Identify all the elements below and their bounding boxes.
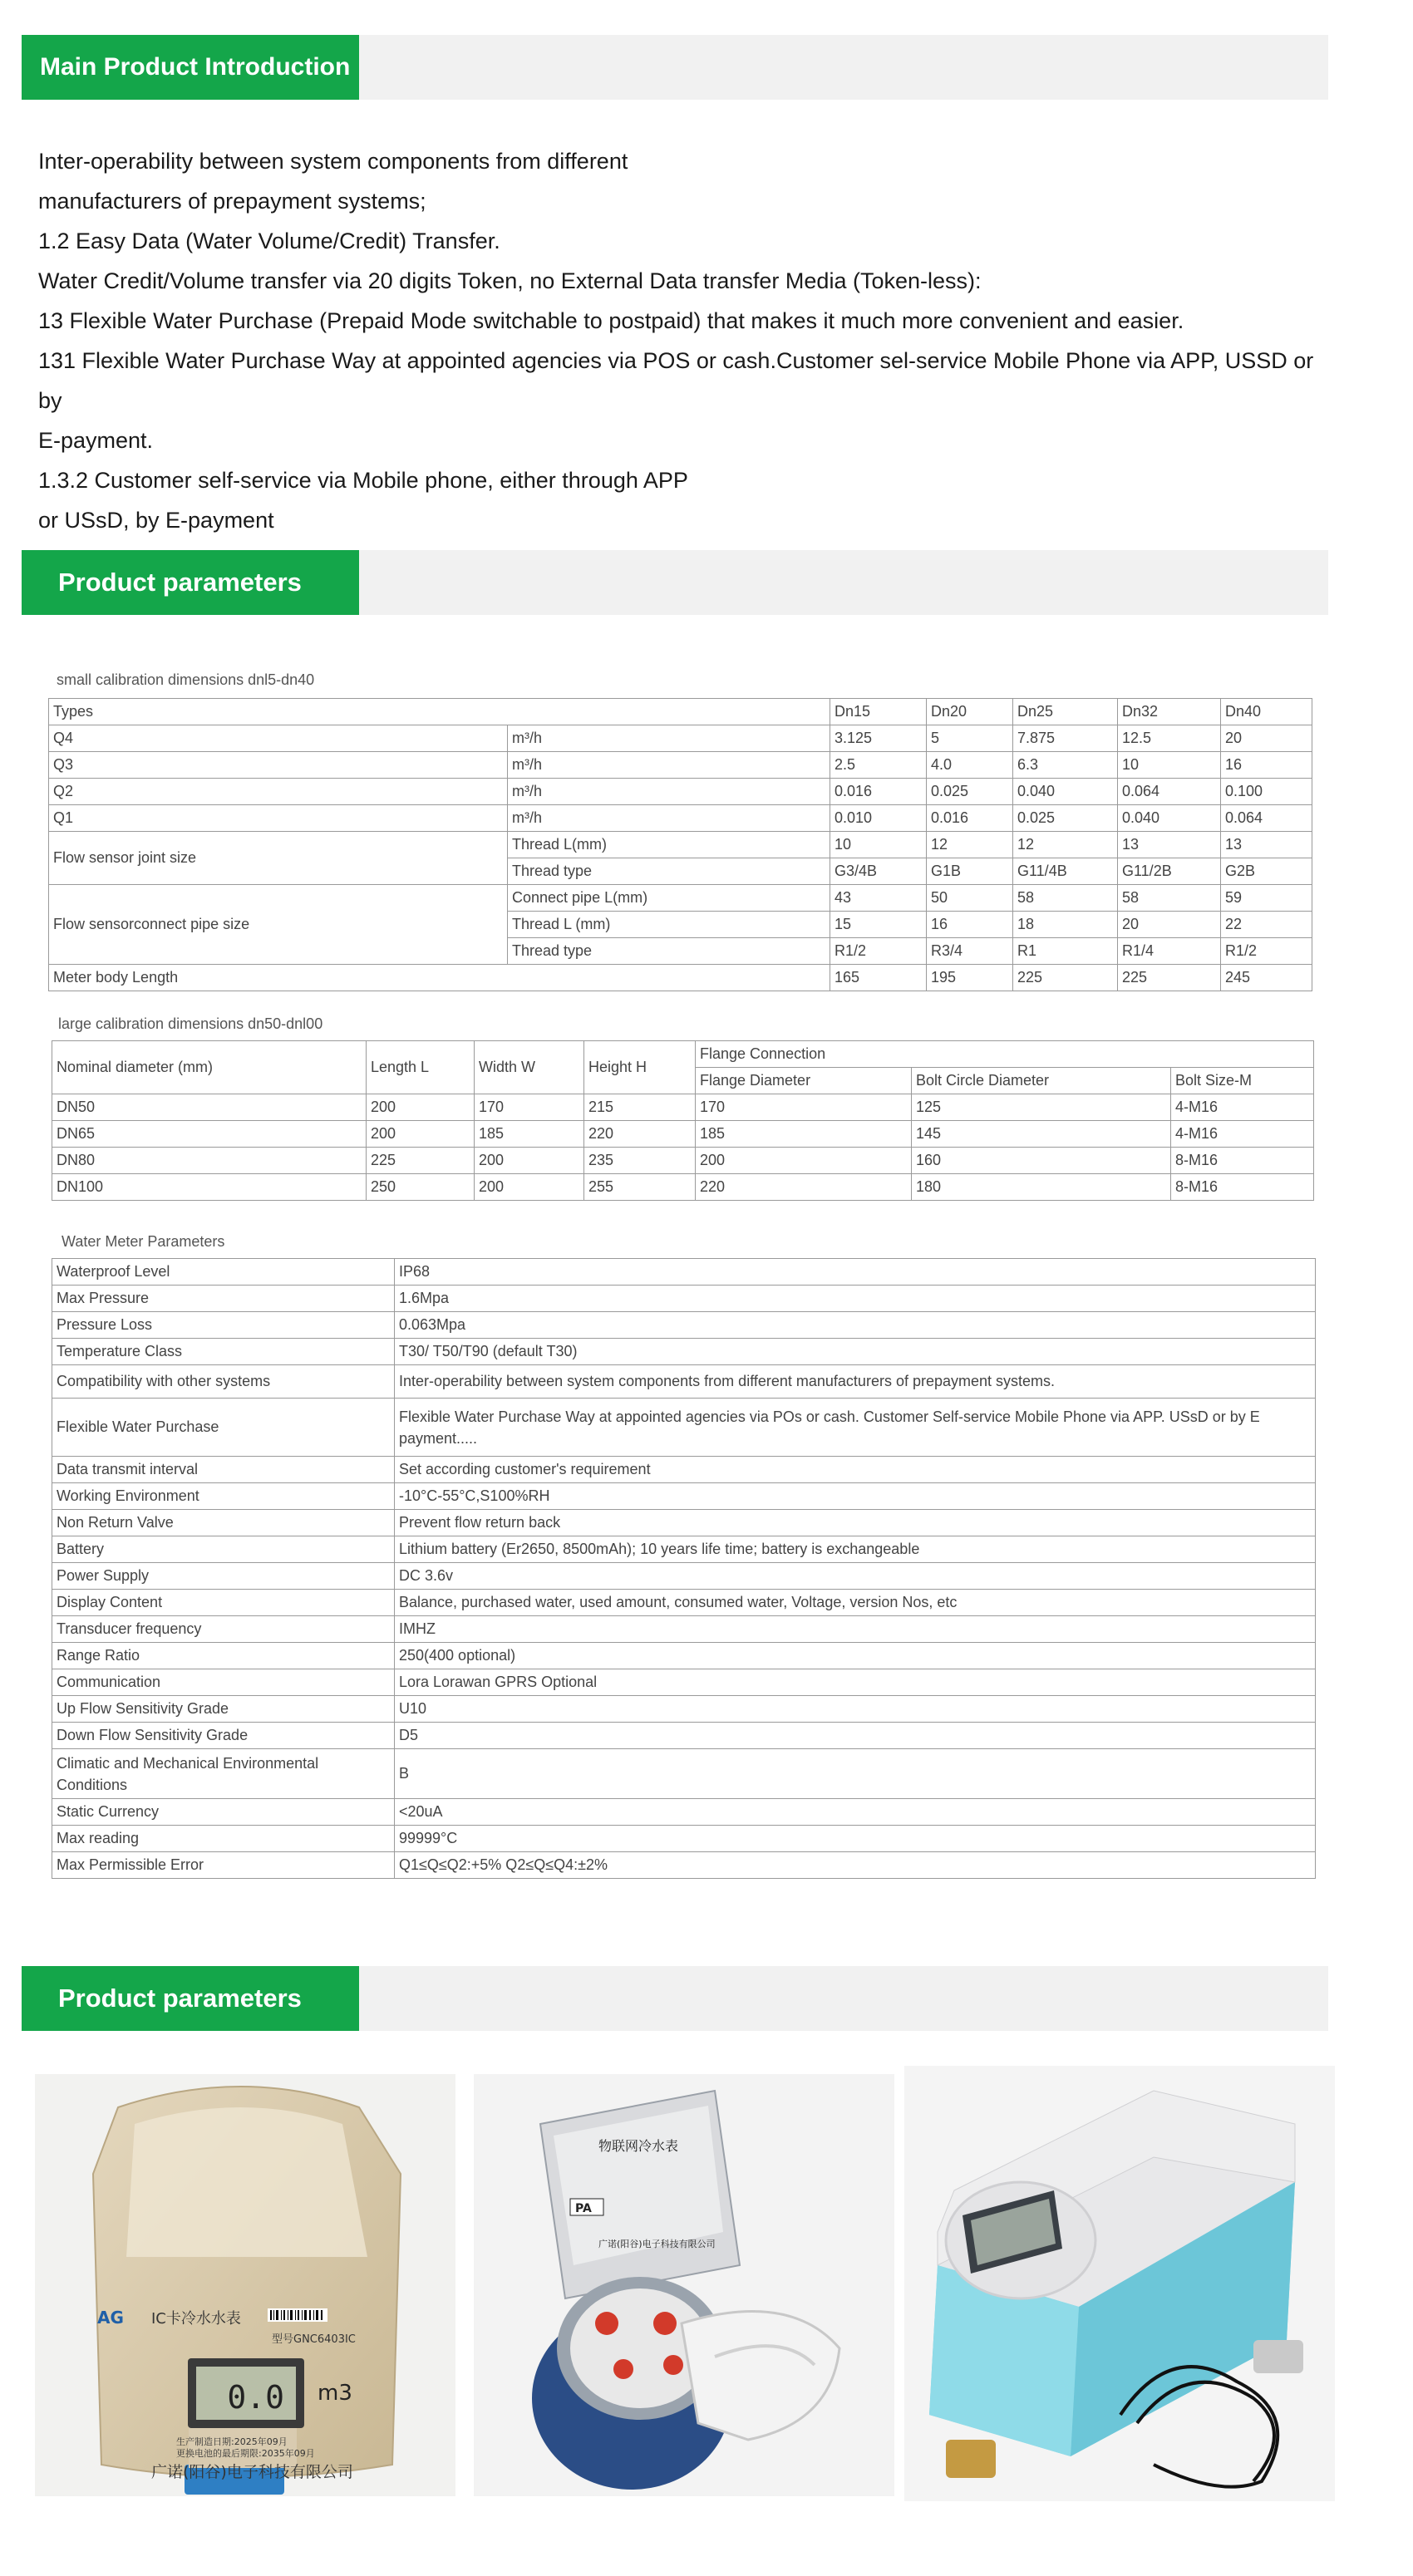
table-row xyxy=(49,832,1312,858)
intro-line: 131 Flexible Water Purchase Way at appointed agencies via POS or cash.Customer sel-service Mobile Phone via APP, USSD or by xyxy=(38,348,1314,413)
param-value: -10°C-55°C,S100%RH xyxy=(395,1483,1316,1510)
meter-date-2: 更换电池的最后期限:2035年09月 xyxy=(176,2448,315,2459)
large-calibration-table xyxy=(52,1040,1314,1201)
param-value: T30/ T50/T90 (default T30) xyxy=(395,1339,1316,1365)
table-cell: 3.125 xyxy=(830,725,927,752)
param-name: Pressure Loss xyxy=(52,1312,395,1339)
meter-params-caption: Water Meter Parameters xyxy=(62,1233,225,1250)
table-cell: 0.016 xyxy=(830,779,927,805)
table-row xyxy=(52,1826,1316,1852)
table-row xyxy=(52,1286,1316,1312)
param-name: Max Pressure xyxy=(52,1286,395,1312)
table-cell: R1/4 xyxy=(1118,938,1221,965)
table-cell: 2.5 xyxy=(830,752,927,779)
table-row xyxy=(52,1510,1316,1536)
param-value: U10 xyxy=(395,1696,1316,1723)
ic-card-meter-photo xyxy=(35,2074,455,2496)
meter-title-text: IC卡冷水水表 xyxy=(151,2310,241,2328)
param-value: B xyxy=(395,1749,1316,1799)
table-cell: G2B xyxy=(1221,858,1312,885)
table-row xyxy=(49,779,1312,805)
table-cell: 185 xyxy=(696,1121,912,1148)
table-cell: 6.3 xyxy=(1013,752,1118,779)
param-value: 0.063Mpa xyxy=(395,1312,1316,1339)
sub-label: Thread L(mm) xyxy=(508,832,830,858)
water-meter-parameters-table xyxy=(52,1258,1316,1879)
param-name: Static Currency xyxy=(52,1799,395,1826)
param-value: Set according customer's requirement xyxy=(395,1457,1316,1483)
table-cell: 170 xyxy=(696,1094,912,1121)
types-label: Types xyxy=(49,699,830,725)
table-cell: DN50 xyxy=(52,1094,367,1121)
table-row xyxy=(52,1339,1316,1365)
param-name: Climatic and Mechanical Environmental Conditions xyxy=(52,1749,395,1799)
table-cell: 0.040 xyxy=(1118,805,1221,832)
table-cell: 220 xyxy=(584,1121,696,1148)
param-name: Power Supply xyxy=(52,1563,395,1590)
param-name: Display Content xyxy=(52,1590,395,1616)
meter-maker-text: 广诺(阳谷)电子科技有限公司 xyxy=(151,2463,353,2481)
table-row xyxy=(52,1852,1316,1879)
table-cell: 13 xyxy=(1118,832,1221,858)
flow-rate-label: Q4 xyxy=(49,725,508,752)
param-name: Non Return Valve xyxy=(52,1510,395,1536)
intro-line: 13 Flexible Water Purchase (Prepaid Mode switchable to postpaid) that makes it much more convenient and easier. xyxy=(38,308,1184,333)
sub-label: Thread L (mm) xyxy=(508,912,830,938)
meter-date-1: 生产制造日期:2025年09月 xyxy=(176,2436,288,2447)
intro-line: 1.2 Easy Data (Water Volume/Credit) Transfer. xyxy=(38,229,500,253)
table-cell: 235 xyxy=(584,1148,696,1174)
table-cell: 15 xyxy=(830,912,927,938)
intro-line: or USsD, by E-payment xyxy=(38,508,274,533)
param-name: Temperature Class xyxy=(52,1339,395,1365)
table-cell: 0.064 xyxy=(1221,805,1312,832)
flow-rate-unit: m³/h xyxy=(508,752,830,779)
table-cell: 125 xyxy=(912,1094,1171,1121)
table-cell: 22 xyxy=(1221,912,1312,938)
size-header: Dn40 xyxy=(1221,699,1312,725)
param-value: Inter-operability between system components from different manufacturers of prepayment systems. xyxy=(395,1365,1316,1399)
param-name: Range Ratio xyxy=(52,1643,395,1669)
header-nominal: Nominal diameter (mm) xyxy=(52,1041,367,1094)
header-width: Width W xyxy=(475,1041,584,1094)
flow-rate-label: Q2 xyxy=(49,779,508,805)
joint-group-label: Flow sensor joint size xyxy=(49,832,508,885)
table-row xyxy=(49,885,1312,912)
table-row xyxy=(52,1696,1316,1723)
table-cell: 225 xyxy=(1118,965,1221,991)
params-section-title: Product parameters xyxy=(22,550,359,615)
sub-label: Thread type xyxy=(508,938,830,965)
table-row xyxy=(52,1749,1316,1799)
table-row xyxy=(52,1121,1314,1148)
param-value: D5 xyxy=(395,1723,1316,1749)
table-cell: 165 xyxy=(830,965,927,991)
table-row xyxy=(49,965,1312,991)
intro-line: Water Credit/Volume transfer via 20 digits Token, no External Data transfer Media (Token-less): xyxy=(38,268,982,293)
intro-line: E-payment. xyxy=(38,428,154,453)
param-value: 1.6Mpa xyxy=(395,1286,1316,1312)
header-length: Length L xyxy=(367,1041,475,1094)
table-cell: 20 xyxy=(1221,725,1312,752)
size-header: Dn15 xyxy=(830,699,927,725)
smart-prepaid-meter-photo xyxy=(904,2066,1335,2501)
meter-model-text: 型号GNC6403IC xyxy=(272,2333,356,2346)
param-name: Max reading xyxy=(52,1826,395,1852)
table-cell: 0.025 xyxy=(1013,805,1118,832)
table-row xyxy=(52,1563,1316,1590)
param-value: 99999°C xyxy=(395,1826,1316,1852)
table-cell: 225 xyxy=(367,1148,475,1174)
table-row xyxy=(52,1094,1314,1121)
param-name: Working Environment xyxy=(52,1483,395,1510)
photos-section-title: Product parameters xyxy=(22,1966,359,2031)
small-calibration-table xyxy=(48,698,1312,991)
table-cell: 0.025 xyxy=(927,779,1013,805)
table-cell: 250 xyxy=(367,1174,475,1201)
table-cell: DN100 xyxy=(52,1174,367,1201)
table-cell: 10 xyxy=(830,832,927,858)
header-bolt-size: Bolt Size-M xyxy=(1171,1068,1314,1094)
table-cell: 200 xyxy=(367,1094,475,1121)
table-cell: 13 xyxy=(1221,832,1312,858)
params-section-header xyxy=(22,550,1328,615)
svg-text:AG: AG xyxy=(97,2308,124,2328)
table-cell: G11/4B xyxy=(1013,858,1118,885)
table-row xyxy=(52,1669,1316,1696)
table-cell: 10 xyxy=(1118,752,1221,779)
param-name: Communication xyxy=(52,1669,395,1696)
table-cell: 18 xyxy=(1013,912,1118,938)
header-flange-diameter: Flange Diameter xyxy=(696,1068,912,1094)
flow-rate-label: Q3 xyxy=(49,752,508,779)
table-row xyxy=(49,725,1312,752)
intro-text xyxy=(38,141,1318,540)
param-value: Lora Lorawan GPRS Optional xyxy=(395,1669,1316,1696)
table-cell: 16 xyxy=(927,912,1013,938)
table-cell: 16 xyxy=(1221,752,1312,779)
table-cell: 215 xyxy=(584,1094,696,1121)
header-flange: Flange Connection xyxy=(696,1041,1314,1068)
table-cell: 160 xyxy=(912,1148,1171,1174)
param-name: Transducer frequency xyxy=(52,1616,395,1643)
size-header: Dn32 xyxy=(1118,699,1221,725)
table-cell: R1/2 xyxy=(830,938,927,965)
param-value: <20uA xyxy=(395,1799,1316,1826)
sub-label: Thread type xyxy=(508,858,830,885)
table-cell: 43 xyxy=(830,885,927,912)
param-name: Waterproof Level xyxy=(52,1259,395,1286)
table-cell: 4.0 xyxy=(927,752,1013,779)
table-cell: 12.5 xyxy=(1118,725,1221,752)
large-table-caption: large calibration dimensions dn50-dnl00 xyxy=(58,1015,323,1032)
body-length-label: Meter body Length xyxy=(49,965,830,991)
table-row xyxy=(52,1365,1316,1399)
table-cell: R1/2 xyxy=(1221,938,1312,965)
table-row xyxy=(49,752,1312,779)
param-value: IP68 xyxy=(395,1259,1316,1286)
intro-line: manufacturers of prepayment systems; xyxy=(38,189,426,214)
table-cell: DN80 xyxy=(52,1148,367,1174)
param-value: Flexible Water Purchase Way at appointed agencies via POs or cash. Customer Self-service Mobile Phone via APP. USsD or by E payment..... xyxy=(395,1399,1316,1457)
table-cell: R1 xyxy=(1013,938,1118,965)
table-cell: 180 xyxy=(912,1174,1171,1201)
table-cell: G1B xyxy=(927,858,1013,885)
table-row xyxy=(52,1536,1316,1563)
table-row xyxy=(52,1259,1316,1286)
table-row xyxy=(52,1643,1316,1669)
table-cell: 59 xyxy=(1221,885,1312,912)
param-value: Lithium battery (Er2650, 8500mAh); 10 years life time; battery is exchangeable xyxy=(395,1536,1316,1563)
table-cell: 7.875 xyxy=(1013,725,1118,752)
param-name: Compatibility with other systems xyxy=(52,1365,395,1399)
table-row xyxy=(52,1148,1314,1174)
iot-meter-label: PA xyxy=(575,2202,592,2215)
flow-rate-unit: m³/h xyxy=(508,805,830,832)
table-cell: 0.010 xyxy=(830,805,927,832)
param-name: Down Flow Sensitivity Grade xyxy=(52,1723,395,1749)
table-cell: R3/4 xyxy=(927,938,1013,965)
table-cell: 170 xyxy=(475,1094,584,1121)
intro-line: Inter-operability between system components from different xyxy=(38,149,628,174)
table-row xyxy=(52,1457,1316,1483)
param-name: Up Flow Sensitivity Grade xyxy=(52,1696,395,1723)
header-bolt-circle: Bolt Circle Diameter xyxy=(912,1068,1171,1094)
table-cell: 12 xyxy=(927,832,1013,858)
table-row xyxy=(52,1312,1316,1339)
table-cell: 4-M16 xyxy=(1171,1094,1314,1121)
iot-meter-photo xyxy=(474,2074,894,2496)
table-cell: 200 xyxy=(367,1121,475,1148)
param-value: 250(400 optional) xyxy=(395,1643,1316,1669)
param-name: Battery xyxy=(52,1536,395,1563)
table-cell: 200 xyxy=(475,1174,584,1201)
header-height: Height H xyxy=(584,1041,696,1094)
table-row xyxy=(52,1723,1316,1749)
table-cell: 58 xyxy=(1118,885,1221,912)
iot-meter-title: 物联网冷水表 xyxy=(598,2138,679,2154)
table-cell: 0.064 xyxy=(1118,779,1221,805)
table-cell: 145 xyxy=(912,1121,1171,1148)
param-value: IMHZ xyxy=(395,1616,1316,1643)
table-cell: 50 xyxy=(927,885,1013,912)
size-header: Dn25 xyxy=(1013,699,1118,725)
param-value: DC 3.6v xyxy=(395,1563,1316,1590)
table-cell: 225 xyxy=(1013,965,1118,991)
table-cell: 58 xyxy=(1013,885,1118,912)
meter-display-value: 0.0 xyxy=(227,2379,284,2416)
flow-rate-unit: m³/h xyxy=(508,779,830,805)
table-cell: 0.100 xyxy=(1221,779,1312,805)
intro-section-header xyxy=(22,35,1328,100)
table-cell: 12 xyxy=(1013,832,1118,858)
iot-meter-maker: 广诺(阳谷)电子科技有限公司 xyxy=(598,2239,716,2249)
param-name: Data transmit interval xyxy=(52,1457,395,1483)
pipe-group-label: Flow sensorconnect pipe size xyxy=(49,885,508,965)
table-cell: 20 xyxy=(1118,912,1221,938)
table-cell: G11/2B xyxy=(1118,858,1221,885)
table-cell: 4-M16 xyxy=(1171,1121,1314,1148)
table-row xyxy=(52,1799,1316,1826)
table-cell: 195 xyxy=(927,965,1013,991)
table-row xyxy=(52,1174,1314,1201)
param-value: Prevent flow return back xyxy=(395,1510,1316,1536)
param-name: Flexible Water Purchase xyxy=(52,1399,395,1457)
small-table-caption: small calibration dimensions dnl5-dn40 xyxy=(57,671,315,688)
table-cell: 200 xyxy=(475,1148,584,1174)
meter-unit-text: m3 xyxy=(318,2381,352,2406)
sub-label: Connect pipe L(mm) xyxy=(508,885,830,912)
table-cell: 220 xyxy=(696,1174,912,1201)
flow-rate-unit: m³/h xyxy=(508,725,830,752)
photos-section-header xyxy=(22,1966,1328,2031)
size-header: Dn20 xyxy=(927,699,1013,725)
table-cell: 0.040 xyxy=(1013,779,1118,805)
table-row xyxy=(49,805,1312,832)
table-row xyxy=(52,1483,1316,1510)
table-cell: 8-M16 xyxy=(1171,1148,1314,1174)
table-cell: G3/4B xyxy=(830,858,927,885)
table-cell: 0.016 xyxy=(927,805,1013,832)
param-value: Balance, purchased water, used amount, consumed water, Voltage, version Nos, etc xyxy=(395,1590,1316,1616)
table-cell: 245 xyxy=(1221,965,1312,991)
table-cell: 200 xyxy=(696,1148,912,1174)
param-value: Q1≤Q≤Q2:+5% Q2≤Q≤Q4:±2% xyxy=(395,1852,1316,1879)
table-row xyxy=(52,1590,1316,1616)
table-cell: DN65 xyxy=(52,1121,367,1148)
param-name: Max Permissible Error xyxy=(52,1852,395,1879)
table-cell: 255 xyxy=(584,1174,696,1201)
table-cell: 5 xyxy=(927,725,1013,752)
table-row xyxy=(49,699,1312,725)
flow-rate-label: Q1 xyxy=(49,805,508,832)
intro-line: 1.3.2 Customer self-service via Mobile phone, either through APP xyxy=(38,468,688,493)
table-cell: 185 xyxy=(475,1121,584,1148)
intro-section-title: Main Product Introduction xyxy=(22,35,359,100)
table-cell: 8-M16 xyxy=(1171,1174,1314,1201)
table-row xyxy=(52,1399,1316,1457)
table-row xyxy=(52,1616,1316,1643)
